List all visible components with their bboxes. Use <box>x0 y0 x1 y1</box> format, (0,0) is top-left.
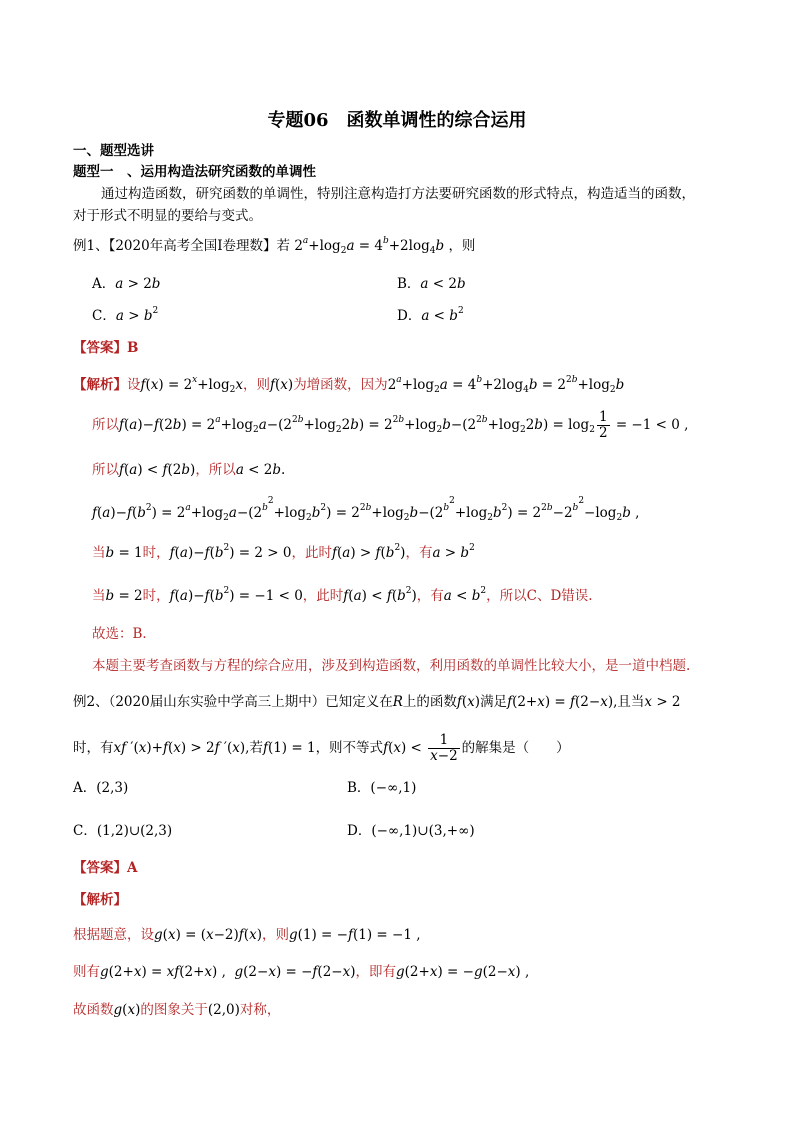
example2-analysis-line2: 则有g(2+x) = xf(2+x) , g(2−x) = −f(2−x)，即有g(2+x) = −g(2−x) , <box>73 964 530 980</box>
page-title: 专题06 函数单调性的综合运用 <box>267 110 527 131</box>
example1-prefix: 例1、【2020年高考全国I卷理数】若 <box>73 238 291 254</box>
example2-question-line1: 例2、（2020届山东实验中学高三上期中）已知定义在R上的函数f(x)满足f(2+x) = f(2−x),且当x > 2 <box>73 694 681 710</box>
example1-analysis-line2: 所以$f(a)-f(2b) = 2^a+\log_2a-(2^{2b}+\log_22b) = 2^{2b}+\log_2b-(2^{2b}+\log_22b) = \log_2$ $\frac{1}{2}$ = −1 < 0 , <box>92 409 689 441</box>
example2-option-d: D．(−∞,1)∪(3,+∞) <box>347 823 475 839</box>
analysis-label: 【解析】 <box>73 377 127 393</box>
intro-line-1: 通过构造函数，研究函数的单调性，特别注意构造打方法要研究函数的形式特点，构造适当的函数， <box>101 186 695 202</box>
example2-option-c: C．(1,2)∪(2,3) <box>73 823 173 839</box>
example1-summary: 本题主要考查函数与方程的综合应用，涉及到构造函数，利用函数的单调性比较大小，是一道中档题. <box>92 658 691 674</box>
example1-option-a: A．a > 2b <box>92 276 161 292</box>
example2-option-b: B．(−∞,1) <box>347 780 417 796</box>
example1-question <box>73 234 475 254</box>
example1-choose: 故选：B． <box>92 626 156 642</box>
example1-option-b: B．a < 2b <box>397 276 466 292</box>
example1-analysis-line3: 所以f(a) < f(2b)，所以a < 2b. <box>92 462 286 478</box>
example1-analysis-line5: 当b = 1时，$f(a)-f(b^2) = 2 > 0$，此时$f(a) > f(b^2)$，有$a > b^2$ <box>92 543 475 561</box>
example2-analysis-line1: 根据题意，设g(x) = (x−2)f(x)，则g(1) = −f(1) = −1 , <box>73 927 421 943</box>
intro-line-2: 对于形式不明显的要给与变式。 <box>73 208 262 224</box>
example1-option-d: D．$a < b^2$ <box>397 306 464 324</box>
example2-analysis-line3: 故函数g(x)的图象关于(2,0)对称， <box>73 1002 281 1018</box>
type-heading: 题型一 、运用构造法研究函数的单调性 <box>73 164 316 180</box>
example1-analysis-line4: $f(a)-f(b^2) = 2^a+\log_2a-(2^{b^2}+\log_2b^2) = 2^{2b}+\log_2b-(2^{b^2}+\log_2b^2) = 2^{2b}-2^{b^2}-\log_2b$ , <box>92 496 640 523</box>
example1-answer: 【答案】B <box>73 340 139 356</box>
example1-formula: $2^a+\log_2a = 4^b+2\log_4b$ <box>294 236 445 256</box>
example2-analysis-label: 【解析】 <box>73 892 127 908</box>
example2-answer: 【答案】A <box>73 860 138 876</box>
example1-option-c: C．$a > b^2$ <box>92 306 159 324</box>
example2-question-line2: 时，有xf ′(x)+f(x) > 2f ′(x),若f(1) = 1，则不等式f(x) < $\frac{1}{x-2}$ 的解集是（ ） <box>73 732 570 764</box>
example2-option-a: A．(2,3) <box>73 780 129 796</box>
example1-suffix: ，则 <box>448 238 476 254</box>
section-heading: 一、题型选讲 <box>73 143 154 159</box>
example1-analysis-line6: 当b = 2时，$f(a)-f(b^2) = -1 < 0$，此时$f(a) < f(b^2)$，有$a < b^2$，所以C、D错误. <box>92 586 593 604</box>
example1-analysis-line1: 【解析】设$f(x) = 2^x+\log_2x$，则f(x)为增函数，因为$2^a+\log_2a = 4^b+2\log_4b = 2^{2b}+\log_2b$ <box>73 375 625 395</box>
